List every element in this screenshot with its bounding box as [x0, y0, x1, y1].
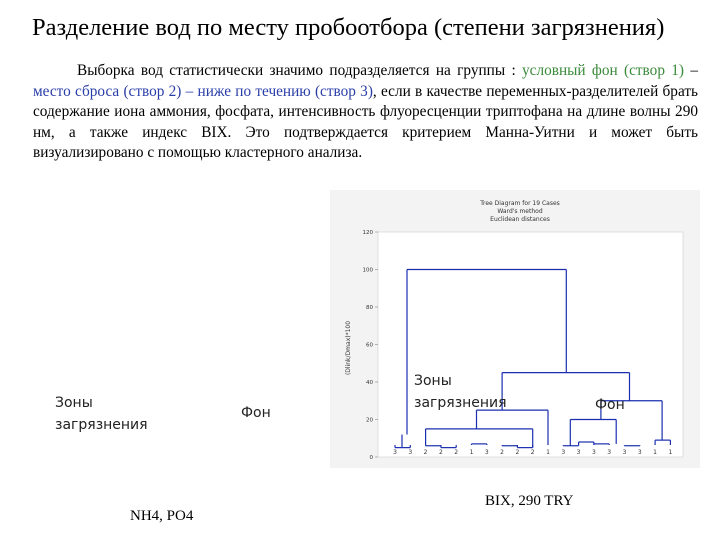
discharge-site-text: место сброса (створ 2) – ниже по течению (створ 3)	[33, 82, 373, 100]
leaf-label: 3	[637, 449, 642, 456]
description-paragraph	[33, 61, 698, 164]
leaf-label: 2	[454, 449, 459, 456]
zones-label-right-line1: Зоны	[414, 373, 452, 389]
y-tick-label: 0	[369, 455, 373, 461]
leaf-label: 3	[393, 449, 397, 456]
zones-label-left	[55, 392, 148, 436]
leaf-label: 3	[408, 449, 413, 456]
fon-label-left: Фон	[241, 405, 271, 421]
nh4-po4-label: NH4, PO4	[130, 508, 194, 524]
leaf-label: 1	[668, 449, 673, 456]
leaf-label: 3	[622, 449, 627, 456]
text-part-1: Выборка вод статистически значимо подразделяется на группы :	[77, 62, 523, 79]
leaf-label: 2	[515, 449, 520, 456]
leaf-label: 2	[423, 449, 428, 456]
leaf-label: 3	[576, 449, 581, 456]
y-axis-label: (Dlink/Dmax)*100	[345, 320, 352, 376]
slide-title: Разделение вод по месту пробоотбора (степени загрязнения)	[32, 14, 665, 41]
leaf-label: 3	[591, 449, 596, 456]
chart-subtitle-2: Euclidean distances	[490, 216, 550, 223]
background-site-text: условный фон (створ 1)	[522, 62, 685, 79]
y-tick-label: 60	[366, 342, 373, 349]
chart-subtitle-1: Ward's method	[497, 208, 543, 215]
chart-title: Tree Diagram for 19 Cases	[480, 200, 560, 207]
leaf-label: 1	[469, 449, 474, 456]
zones-label-right	[414, 370, 507, 414]
bix-try-label: BIX, 290 TRY	[485, 493, 574, 509]
zones-label-left-line2: загрязнения	[55, 417, 148, 433]
leaf-label: 2	[438, 449, 443, 456]
leaf-label: 3	[484, 449, 489, 456]
text-part-3: , если в качестве переменных-разделителей брать содержание иона аммония, фосфата, интенсивность флуоресценции триптофана на длине волны 290 нм, а также индекс BIX. Это подтверждается критерием Манна-Уитни и может быть визуализировано с помощью кластерного анализа.	[33, 82, 698, 161]
dendrogram-svg	[330, 190, 700, 468]
leaf-label: 3	[607, 449, 612, 456]
leaf-label: 2	[530, 449, 535, 456]
y-tick-label: 20	[366, 417, 373, 424]
leaf-label: 2	[500, 449, 505, 456]
y-tick-label: 100	[362, 267, 373, 274]
fon-label-right: Фон	[595, 397, 625, 413]
y-tick-label: 120	[362, 230, 373, 236]
zones-label-right-line2: загрязнения	[414, 395, 507, 411]
leaf-label: 1	[653, 449, 658, 456]
y-tick-label: 80	[366, 305, 373, 311]
leaf-label: 1	[546, 449, 550, 456]
zones-label-left-line1: Зоны	[55, 395, 93, 411]
plot-area	[378, 232, 683, 457]
dendrogram-chart	[330, 190, 700, 468]
text-dash: –	[684, 62, 698, 79]
leaf-label: 3	[561, 449, 566, 456]
y-tick-label: 40	[366, 380, 373, 386]
